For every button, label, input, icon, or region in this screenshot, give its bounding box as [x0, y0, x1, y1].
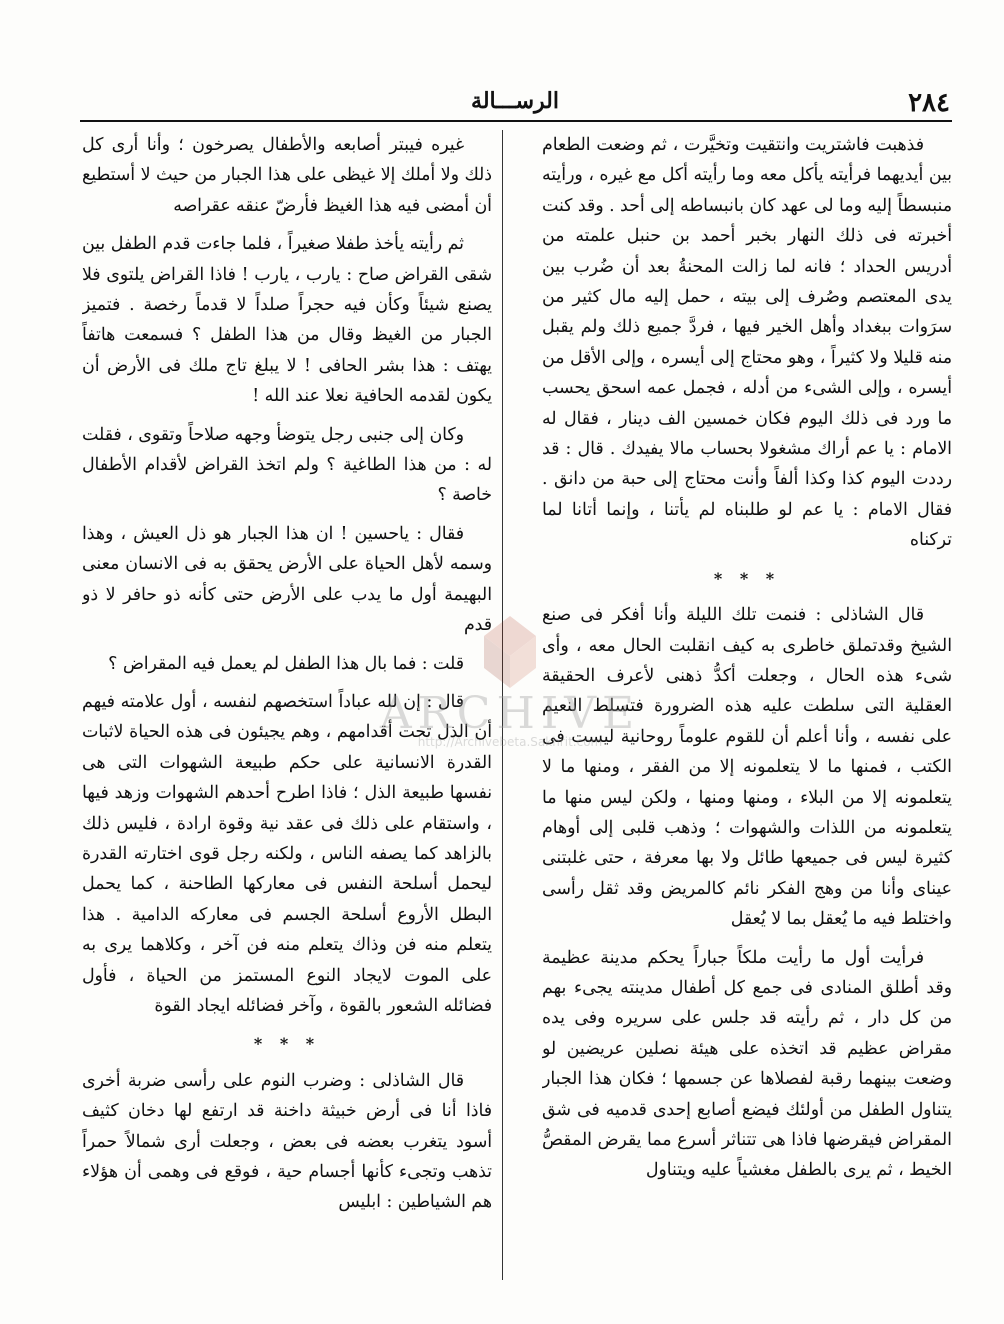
svg-text:ARCHIVE: ARCHIVE	[379, 688, 641, 739]
journal-title: الرســـالة	[471, 88, 559, 114]
paragraph: قال الشاذلى : وضرب النوم على رأسى ضربة أخرى فاذا أنا فى أرض خبيثة داخنة قد ارتفع لها دخان كثيف أسود يتغرب بعضه فى بعض ، وجعلت أرى شمالاً حمراً تذهب وتجىء كأنها أجسام حية ، فوقع فى وهمى أن هؤلاء هم الشياطين : ابليس	[82, 1070, 492, 1213]
paragraph: قال : إن لله عباداً استخصهم لنفسه ، أول علامته فيهم أن الذل تحت أقدامهم ، وهم يجيئون فى هذه الحياة لاثبات القدرة الانسانية على حكم طبيعة الشهوات التى هى نفسها طبيعة الذل ؛ فاذا اطرح أحدهم الشهوات وزهد فيها ، واستقام على ذلك فى عقد نية وقوة ارادة ، فليس ذلك بالزاهد كما يصفه الناس ، ولكنه رجل قوى اختارته القدرة ليحمل أسلحة النفس فى معاركها الطاحنة ، كما يحمل البطل الأروع أسلحة الجسم فى معاركه الدامية . هذا يتعلم منه فن وذاك يتعلم منه فن آخر ، وكلاهما يرى به على الموت لايجاد النوع المستمز من الحياة ، فأول فضائله الشعور بالقوة ، وآخر فضائله ايجاد القوة	[82, 691, 492, 1016]
paragraph: قلت : فما بال هذا الطفل لم يعمل فيه المقراض ؟	[108, 653, 464, 674]
right-column	[542, 130, 952, 1280]
paragraph: غيره فيبتر أصابعه والأطفال يصرخون ؛ وأنا أرى كل ذلك ولا أملك إلا غيظى على هذا الجبار من حيث لا أستطيع أن أمضى فيه هذا الغيظ فأرضّ عنقه عقراصه	[82, 135, 492, 216]
section-separator: * * *	[713, 568, 781, 588]
paragraph: فرأيت أول ما رأيت ملكاً جباراً يحكم مدينة عظيمة وقد أطلق المنادى فى جمع كل أطفال مدينته يجىء بهم من كل دار ، ثم رأيته قد جلس على سريره وفى يده مقراض عظيم قد اتخذه على هيئة نصلين عريضين لو وضعت بينهما رقبة لفصلاها عن جسمها ؛ فكان هذا الجبار يتناول الطفل من أولئك فيضع أصابع إحدى قدميه فى شق المقراض فيقرضها فاذا هى تتناثر أسرع مما يقرض المقصُّ الخيط ، ثم يرى بالطفل مغشياً عليه ويتناول	[542, 947, 952, 1181]
page-header	[80, 88, 950, 118]
left-column	[82, 130, 492, 1280]
paragraph: فقال : ياحسين ! ان هذا الجبار هو ذل العيش ، وهذا وسمه لأهل الحياة على الأرض يحقق به فى الانسان معنى البهيمة أول ما يدب على الأرض حتى كأنه ذو حافر لا ذو قدم	[82, 523, 492, 636]
paragraph: ثم رأيته يأخذ طفلا صغيراً ، فلما جاءت قدم الطفل بين شقى القراض صاح : يارب ، يارب ! فاذا القراض يلتوى فلا يصنع شيئاً وكأن فيه حجراً صلداً لا قدماً رخصة . فتميز الجبار من الغيظ وقال من هذا الطفل ؟ فسمعت هاتفاً يهتف : هذا بشر الحافى ! لا يبلغ تاج ملك فى الأرض أن يكون لقدمه الحافية نعلا عند الله !	[82, 234, 492, 407]
paragraph: فذهبت فاشتريت وانتقيت وتخيَّرت ، ثم وضعت الطعام بين أيديهما فرأيته يأكل معه وما رأيته أكل مع غيره ، ورأيته منبسطاً إليه وما لى عهد كان بانبساطه إلى أحد . وقد كنت أخبرته فى ذلك النهار بخبر أحمد بن حنبل علمته من أدريس الحداد ؛ فانه لما زالت المحنةُ بعد أن ضُرب بين يدى المعتصم وصُرف إلى بيته ، حمل إليه مال كثير من سرَوات ببغداد وأهل الخير فيها ، فردَّ جميع ذلك ولم يقبل منه قليلا ولا كثيراً ، وهو محتاج إلى أيسره ، وإلى الأقل من أيسره ، وإلى الشىء من أدله ، فجمل عمه اسحق يحسب ما ورد فى ذلك اليوم فكان خمسين الف دينار ، فقال له الامام : يا عم أراك مشغولا بحساب مالا يفيدك . قال : قد رددت اليوم كذا وكذا ألفاً وأنت محتاج إلى حبة من دانق . فقال الامام : يا عم لو طلبناه لم يأتنا ، وإنما أتانا لما تركناه	[542, 135, 952, 551]
header-rule	[80, 120, 952, 122]
paragraph: وكان إلى جنبى رجل يتوضأ وجهه صلاحاً وتقوى ، فقلت له : من هذا الطاغية ؟ ولم اتخذ القراض لأقدام الأطفال خاصة ؟	[82, 424, 492, 506]
svg-text:http://Archivebeta.Sakhrit.com: http://Archivebeta.Sakhrit.com	[417, 735, 603, 749]
section-separator: * * *	[253, 1034, 321, 1054]
page-number: ٢٨٤	[908, 88, 950, 118]
column-divider	[502, 130, 503, 1280]
paragraph: قال الشاذلى : فنمت تلك الليلة وأنا أفكر فى صنع الشيخ وقدتملق خاطرى به كيف انقلبت الحال معه ، وأى شىء هذه الحال ، وجعلت أكدُّ ذهنى لأعرف الحقيقة العقلية التى سلطت عليه هذه الضرورة فتسلط النعيم على نفسه ، وأنا أعلم أن للقوم علوماً روحانية ليست فى الكتب ، فمنها ما لا يتعلمونه إلا من الفقر ، ومنها ما لا يتعلمونه إلا من البلاء ، ومنها ومنها ، ولكن ليس منها ما يتعلمونه من اللذات والشهوات ؛ وذهب قلبى إلى أوهام كثيرة ليس فى جميعها طائل ولا بها معرفة ، حتى غلبتنى عيناى وأنا من وهج الفكر نائم كالمريض وقد ثقل رأسى واختلط فيه ما يُعقل بما لا يُعقل	[542, 605, 952, 930]
